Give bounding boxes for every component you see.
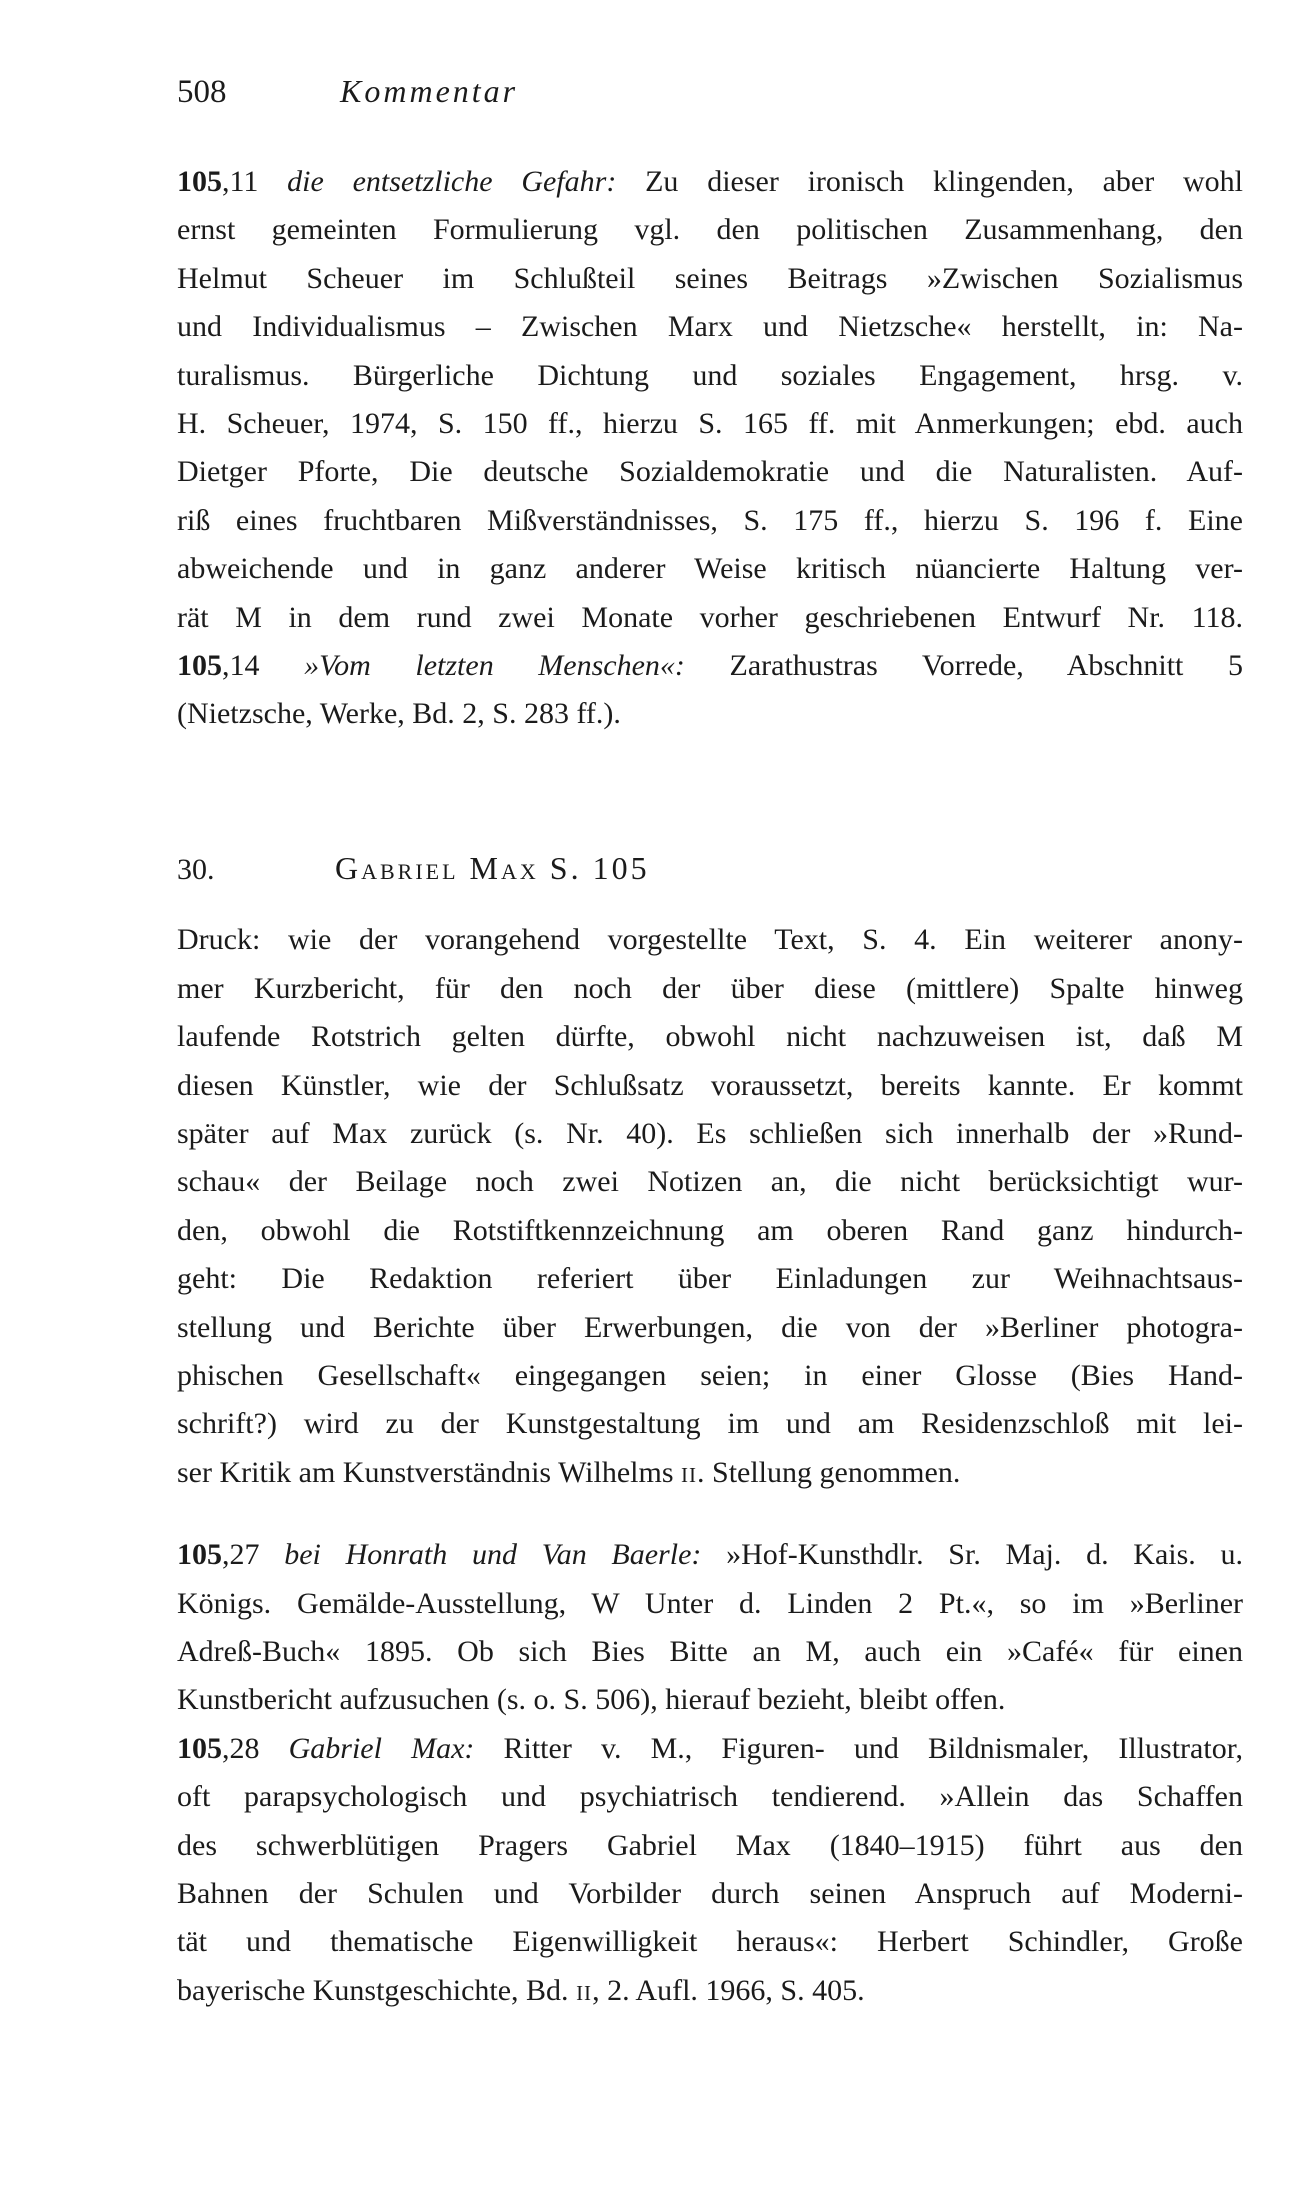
text-line: [177, 1531, 1243, 1579]
text-line: [177, 303, 1243, 351]
text-segment: schrift?) wird zu der Kunstgestaltung im und am Residenzschloß mit lei-: [177, 1407, 1243, 1441]
text-segment: riß eines fruchtbaren Mißverständnisses, S. 175 ff., hierzu S. 196 f. Eine: [177, 503, 1243, 537]
text-line: [177, 1822, 1243, 1870]
text-segment: die entsetzliche Gefahr:: [287, 165, 617, 198]
text-line: [177, 1725, 1243, 1773]
text-line: [177, 1676, 1243, 1724]
paragraph: [177, 158, 1243, 739]
text-segment: 105: [177, 1731, 222, 1765]
text-line: [177, 1967, 1243, 2015]
text-segment: ii: [681, 1455, 698, 1489]
text-line: [177, 206, 1243, 254]
text-segment: laufende Rotstrich gelten dürfte, obwohl nicht nachzuweisen ist, daß M: [177, 1020, 1243, 1054]
text-segment: , 2. Aufl. 1966, S. 405.: [592, 1973, 865, 2007]
text-segment: den, obwohl die Rotstiftkennzeichnung am oberen Rand ganz hindurch-: [177, 1213, 1243, 1247]
text-line: [177, 1870, 1243, 1918]
text-segment: Königs. Gemälde-Ausstellung, W Unter d. Linden 2 Pt.«, so im »Berliner: [177, 1586, 1243, 1620]
text-segment: . Stellung genommen.: [697, 1455, 961, 1489]
text-segment: Zarathustras Vorrede, Abschnitt 5: [684, 649, 1243, 683]
text-segment: ser Kritik am Kunstverständnis Wilhelms: [177, 1455, 682, 1489]
text-segment: diesen Künstler, wie der Schlußsatz voraussetzt, bereits kannte. Er kommt: [177, 1068, 1243, 1102]
text-line: [177, 594, 1243, 642]
text-segment: H. Scheuer, 1974, S. 150 ff., hierzu S. 165 ff. mit Anmerkungen; ebd. auch: [177, 407, 1243, 441]
text-segment: »Hof-Kunsthdlr. Sr. Maj. d. Kais. u.: [701, 1538, 1244, 1572]
text-segment: (Nietzsche, Werke, Bd. 2, S. 283 ff.).: [177, 697, 621, 731]
text-segment: Zu dieser ironisch klingenden, aber wohl: [616, 165, 1243, 198]
text-segment: Druck: wie der vorangehend vorgestellte Text, S. 4. Ein weiterer anony-: [177, 923, 1243, 957]
text-line: [177, 916, 1243, 964]
text-segment: 105: [177, 649, 222, 683]
text-line: [177, 1352, 1243, 1400]
text-segment: abweichende und in ganz anderer Weise kritisch nüancierte Haltung ver-: [177, 552, 1243, 586]
text-line: [177, 1580, 1243, 1628]
text-line: [177, 1628, 1243, 1676]
text-segment: und Individualismus – Zwischen Marx und Nietzsche« herstellt, in: Na-: [177, 310, 1243, 344]
text-line: [177, 1773, 1243, 1821]
text-segment: ,28: [222, 1731, 289, 1765]
text-line: [177, 1255, 1243, 1303]
text-segment: rät M in dem rund zwei Monate vorher geschriebenen Entwurf Nr. 118.: [177, 600, 1243, 634]
text-line: [177, 1110, 1243, 1158]
paragraph: [177, 916, 1243, 1497]
text-segment: bayerische Kunstgeschichte, Bd.: [177, 1973, 577, 2007]
text-line: [177, 1207, 1243, 1255]
text-line: [177, 497, 1243, 545]
text-segment: oft parapsychologisch und psychiatrisch tendierend. »Allein das Schaffen: [177, 1780, 1243, 1814]
text-segment: Dietger Pforte, Die deutsche Sozialdemokratie und die Naturalisten. Auf-: [177, 455, 1243, 489]
text-segment: tät und thematische Eigenwilligkeit heraus«: Herbert Schindler, Große: [177, 1925, 1243, 1959]
section-title: Gabriel Max S. 105: [335, 849, 650, 886]
text-segment: schau« der Beilage noch zwei Notizen an, die nicht berücksichtigt wur-: [177, 1165, 1243, 1199]
text-segment: bei Honrath und Van Baerle:: [284, 1538, 702, 1572]
text-segment: Gabriel Max:: [288, 1731, 475, 1765]
text-segment: des schwerblütigen Pragers Gabriel Max (1840–1915) führt aus den: [177, 1828, 1243, 1862]
text-line: [177, 352, 1243, 400]
text-segment: geht: Die Redaktion referiert über Einladungen zur Weihnachtsaus-: [177, 1262, 1243, 1296]
text-segment: Bahnen der Schulen und Vorbilder durch seinen Anspruch auf Moderni-: [177, 1877, 1243, 1910]
text-line: [177, 1918, 1243, 1966]
section-heading: [177, 844, 1243, 894]
text-segment: 105: [177, 165, 222, 198]
text-segment: mer Kurzbericht, für den noch der über diese (mittlere) Spalte hinweg: [177, 971, 1243, 1005]
text-block: [177, 158, 1243, 2015]
text-line: [177, 400, 1243, 448]
page-header: [177, 72, 1243, 117]
text-line: [177, 158, 1243, 206]
text-line: [177, 1304, 1243, 1352]
text-segment: ernst gemeinten Formulierung vgl. den politischen Zusammenhang, den: [177, 213, 1243, 247]
text-line: [177, 1013, 1243, 1061]
text-segment: turalismus. Bürgerliche Dichtung und soziales Engagement, hrsg. v.: [177, 358, 1243, 392]
text-line: [177, 642, 1243, 690]
text-segment: ii: [576, 1973, 593, 2007]
text-line: [177, 1400, 1243, 1448]
text-segment: Kunstbericht aufzusuchen (s. o. S. 506), hierauf bezieht, bleibt offen.: [177, 1683, 1006, 1717]
text-segment: Helmut Scheuer im Schlußteil seines Beitrags »Zwischen Sozialismus: [177, 261, 1243, 295]
paragraph: [177, 1531, 1243, 2015]
text-line: [177, 1449, 1243, 1497]
text-segment: Adreß-Buch« 1895. Ob sich Bies Bitte an M, auch ein »Café« für einen: [177, 1634, 1243, 1668]
text-segment: »Vom letzten Menschen«:: [304, 649, 685, 683]
text-segment: ,11: [222, 165, 288, 198]
text-line: [177, 545, 1243, 593]
text-segment: 105: [177, 1538, 222, 1572]
text-line: [177, 1158, 1243, 1206]
text-line: [177, 255, 1243, 303]
text-line: [177, 448, 1243, 496]
section-number: 30.: [177, 852, 215, 886]
page-number: 508: [177, 74, 227, 110]
running-head: Kommentar: [340, 73, 519, 109]
text-line: [177, 690, 1243, 738]
text-segment: ,14: [222, 649, 305, 683]
text-segment: ,27: [222, 1538, 285, 1572]
text-segment: phischen Gesellschaft« eingegangen seien; in einer Glosse (Bies Hand-: [177, 1358, 1243, 1392]
text-segment: später auf Max zurück (s. Nr. 40). Es schließen sich innerhalb der »Rund-: [177, 1116, 1243, 1150]
text-segment: stellung und Berichte über Erwerbungen, die von der »Berliner photogra-: [177, 1310, 1243, 1344]
text-line: [177, 965, 1243, 1013]
text-line: [177, 1062, 1243, 1110]
text-segment: Ritter v. M., Figuren- und Bildnismaler, Illustrator,: [474, 1731, 1243, 1765]
